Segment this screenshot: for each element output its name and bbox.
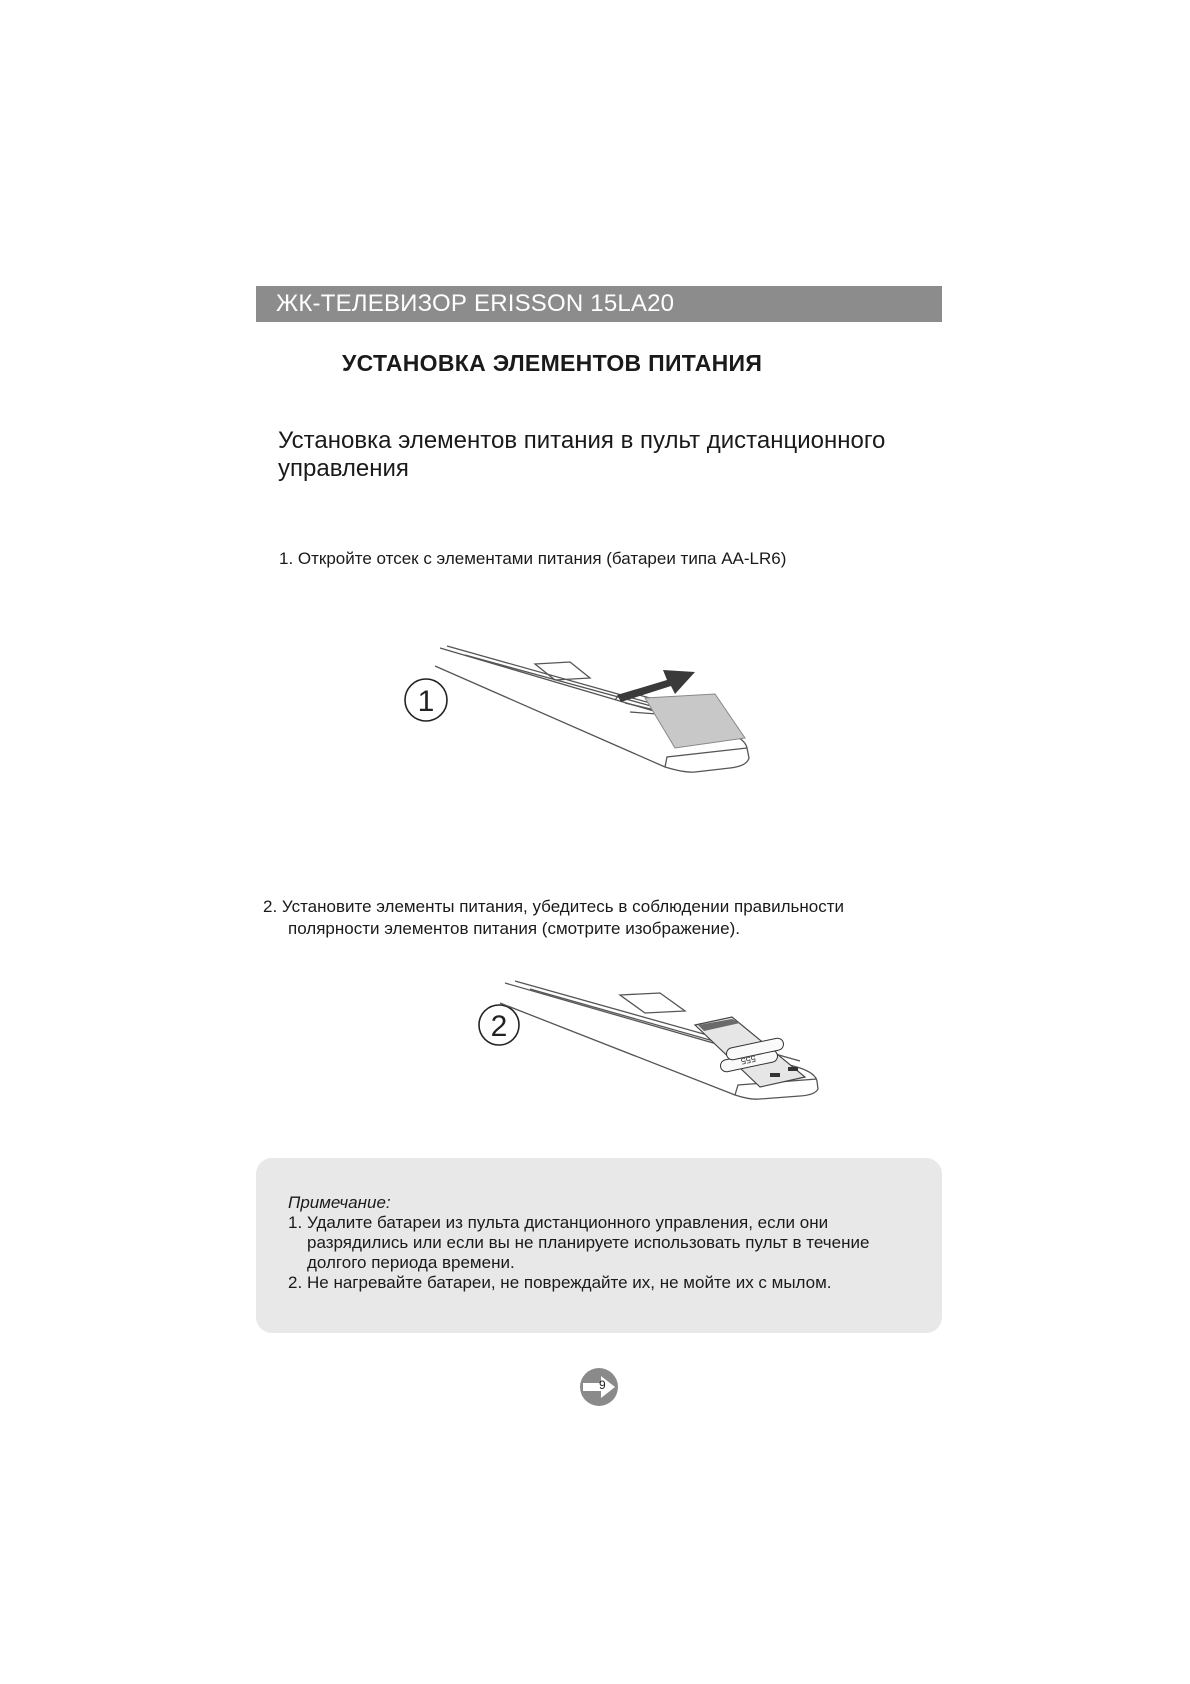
page-number: 9 (599, 1378, 606, 1392)
battery-label: 555 (739, 1053, 757, 1067)
step-1-number-icon (405, 679, 447, 721)
note-item-number: 2. (288, 1273, 303, 1292)
step-2-line-1: 2. Установите элементы питания, убедитесь в соблюдении правильности (263, 897, 845, 916)
remote-open-cover-illustration (395, 640, 795, 780)
note-box (256, 1158, 942, 1333)
note-item-text (307, 1213, 869, 1273)
step-1-number: 1 (417, 685, 435, 718)
note-item (288, 1213, 912, 1273)
note-title: Примечание: (288, 1193, 391, 1212)
note-item-line: Не нагревайте батареи, не повреждайте их, не мойте их с мылом. (307, 1273, 832, 1292)
remote-batteries-illustration (470, 975, 850, 1110)
step-1-text: 1. Откройте отсек с элементами питания (батареи типа AA-LR6) (279, 549, 787, 568)
subtitle-line-2: управления (278, 455, 409, 482)
note-item-line: Удалите батареи из пульта дистанционного управления, если они (307, 1213, 829, 1232)
step-2-number: 2 (490, 1010, 508, 1043)
note-item-text (307, 1273, 832, 1293)
subtitle (278, 427, 938, 483)
battery-cover-icon (645, 694, 745, 748)
step-2-text (263, 896, 844, 940)
step-2-line-2: полярности элементов питания (смотрите изображение). (288, 919, 740, 938)
header-bar (256, 286, 942, 322)
note-item (288, 1273, 912, 1293)
header-title: ЖК-ТЕЛЕВИЗОР ERISSON 15LA20 (276, 290, 675, 317)
note-item-number: 1. (288, 1213, 303, 1232)
subtitle-line-1: Установка элементов питания в пульт дистанционного (278, 427, 886, 454)
battery-compartment-icon (695, 1017, 805, 1087)
section-title: УСТАНОВКА ЭЛЕМЕНТОВ ПИТАНИЯ (342, 350, 763, 376)
note-item-line: долгого периода времени. (307, 1253, 515, 1272)
note-item-line: разрядились или если вы не планируете использовать пульт в течение (307, 1233, 870, 1252)
step-2-number-icon (479, 1005, 519, 1045)
